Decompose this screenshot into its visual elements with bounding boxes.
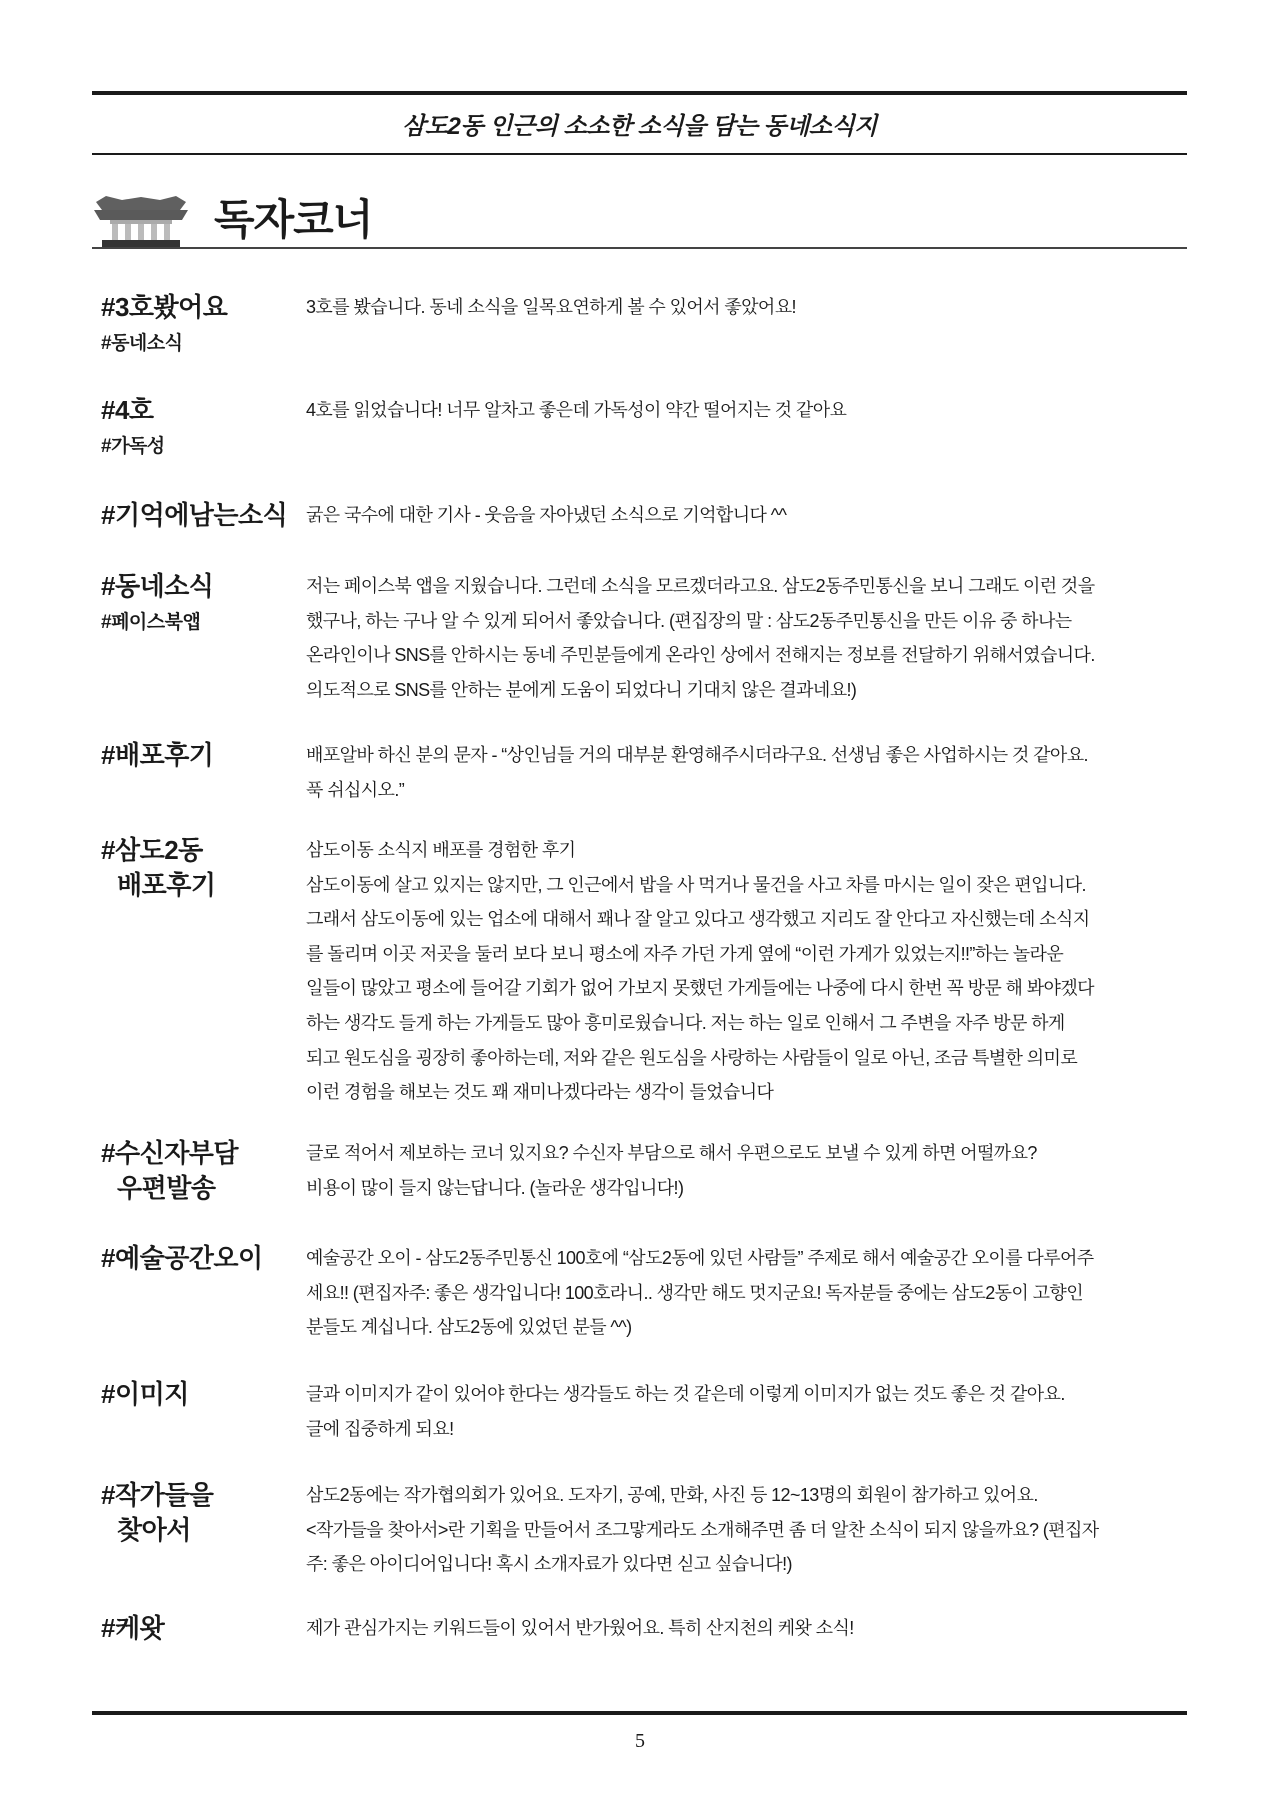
hashtag: 배포후기 [117,870,216,900]
entry-hashtags [101,1611,164,1646]
entry-hashtags [101,290,227,363]
section-title: 독자코너 [214,196,373,243]
hashtag: #수신자부담 [101,1138,239,1168]
title-rule [92,247,1187,249]
body-line: 푹 쉬십시오.” [306,779,405,800]
entry-body [306,569,1196,707]
body-line: 를 돌리며 이곳 저곳을 둘러 보다 보니 평소에 자주 가던 가게 옆에 “이런 가게가 있었는지!!”하는 놀라운 [306,943,1064,964]
entry-hashtags [101,393,165,466]
sub-hashtag: #페이스북앱 [101,612,201,633]
body-line: 의도적으로 SNS를 안하는 분에게 도움이 되었다니 기대치 않은 결과네요!) [306,679,857,700]
entry-body [306,1241,1196,1345]
entry-body [306,1136,1196,1205]
hashtag: 찾아서 [117,1515,191,1545]
entry-hashtags [101,738,213,773]
entry-body [306,290,1196,325]
body-line: 예술공간 오이 - 삼도2동주민통신 100호에 “삼도2동에 있던 사람들” 주제로 해서 예술공간 오이를 다루어주 [306,1248,1094,1268]
entry-hashtags [101,833,215,903]
hashtag: #케왓 [101,1613,165,1643]
body-line: 세요!! (편집자주: 좋은 생각입니다! 100호라니.. 생각만 해도 멋지군요! 독자분들 중에는 삼도2동이 고향인 [306,1282,1083,1303]
entry-hashtags [101,498,287,533]
body-line: 글에 집중하게 되요! [306,1418,454,1439]
page-number: 5 [635,1730,645,1752]
body-line: 온라인이나 SNS를 안하시는 동네 주민분들에게 온라인 상에서 전해지는 정보를 전달하기 위해서였습니다. [306,645,1095,666]
subtitle-rule [92,153,1187,155]
body-line: <작가들을 찾아서>란 기획을 만들어서 조그맣게라도 소개해주면 좀 더 알찬 소식이 되지 않을까요? (편집자 [306,1519,1099,1540]
body-line: 굵은 국수에 대한 기사 - 웃음을 자아냈던 소식으로 기억합니다 ^^ [306,505,787,525]
entry-hashtags [101,569,213,642]
body-line: 삼도2동에는 작가협의회가 있어요. 도자기, 공예, 만화, 사진 등 12~13명의 회원이 참가하고 있어요. [306,1485,1038,1505]
body-line: 글로 적어서 제보하는 코너 있지요? 수신자 부담으로 해서 우편으로도 보낼 수 있게 하면 어떨까요? [306,1143,1037,1163]
bottom-rule [92,1711,1187,1715]
hashtag: #기억에남는소식 [101,500,288,530]
hashtag: #예술공간오이 [101,1243,263,1273]
body-line: 삼도이동 소식지 배포를 경험한 후기 [306,840,576,860]
hashtag: #배포후기 [101,740,214,770]
entry-hashtags [101,1478,213,1548]
body-line: 비용이 많이 들지 않는답니다. (놀라운 생각입니다!) [306,1177,684,1198]
body-line: 3호를 봤습니다. 동네 소식을 일목요연하게 볼 수 있어서 좋았어요! [306,297,796,317]
body-line: 삼도이동에 살고 있지는 않지만, 그 인근에서 밥을 사 먹거나 물건을 사고 차를 마시는 일이 잦은 편입니다. [306,874,1086,895]
body-line: 배포알바 하신 분의 문자 - “상인님들 거의 대부분 환영해주시더라구요. 선생님 좋은 사업하시는 것 같아요. [306,745,1088,765]
body-line: 저는 페이스북 앱을 지웠습니다. 그런데 소식을 모르겠더라고요. 삼도2동주민통신을 보니 그래도 이런 것을 [306,576,1095,596]
entry-hashtags [101,1136,238,1206]
entry-body [306,1611,1196,1646]
body-line: 분들도 계십니다. 삼도2동에 있었던 분들 ^^) [306,1317,632,1338]
sub-hashtag: #동네소식 [101,333,183,354]
body-line: 되고 원도심을 굉장히 좋아하는데, 저와 같은 원도심을 사랑하는 사람들이 일로 아닌, 조금 특별한 의미로 [306,1047,1078,1068]
entry-body [306,1377,1196,1446]
body-line: 그래서 삼도이동에 있는 업소에 대해서 꽤나 잘 알고 있다고 생각했고 지리도 잘 안다고 자신했는데 소식지 [306,909,1090,930]
entry-body [306,833,1196,1110]
entry-body [306,1478,1196,1582]
entry-body [306,738,1196,807]
body-line: 글과 이미지가 같이 있어야 한다는 생각들도 하는 것 같은데 이렇게 이미지가 없는 것도 좋은 것 같아요. [306,1384,1065,1404]
body-line: 하는 생각도 들게 하는 가게들도 많아 흥미로웠습니다. 저는 하는 일로 인해서 그 주변을 자주 방문 하게 [306,1012,1065,1033]
body-line: 주: 좋은 아이디어입니다! 혹시 소개자료가 있다면 싣고 싶습니다!) [306,1554,792,1575]
entry-body [306,498,1196,533]
newsletter-subtitle: 삼도2동 인근의 소소한 소식을 담는 동네소식지 [402,113,877,140]
body-line: 이런 경험을 해보는 것도 꽤 재미나겠다라는 생각이 들었습니다 [306,1082,774,1103]
hashtag: #삼도2동 [101,835,203,865]
sub-hashtag: #가독성 [101,436,165,457]
hashtag: #4호 [101,395,154,425]
hashtag: #3호봤어요 [101,292,228,322]
body-line: 제가 관심가지는 키워드들이 있어서 반가웠어요. 특히 산지천의 케왓 소식! [306,1618,854,1638]
hashtag: 우편발송 [117,1173,216,1203]
hashtag: #작가들을 [101,1480,214,1510]
entry-hashtags [101,1377,189,1412]
pavilion-icon [92,196,190,248]
body-line: 일들이 많았고 평소에 들어갈 기회가 없어 가보지 못했던 가게들에는 나중에 다시 한번 꼭 방문 해 봐야겠다 [306,978,1094,999]
hashtag: #이미지 [101,1379,189,1409]
body-line: 했구나, 하는 구나 알 수 있게 되어서 좋았습니다. (편집장의 말 : 삼도2동주민통신을 만든 이유 중 하나는 [306,610,1072,631]
entry-body [306,393,1196,428]
entry-hashtags [101,1241,263,1276]
top-rule [92,91,1187,95]
body-line: 4호를 읽었습니다! 너무 알차고 좋은데 가독성이 약간 떨어지는 것 같아요 [306,400,847,420]
hashtag: #동네소식 [101,571,214,601]
